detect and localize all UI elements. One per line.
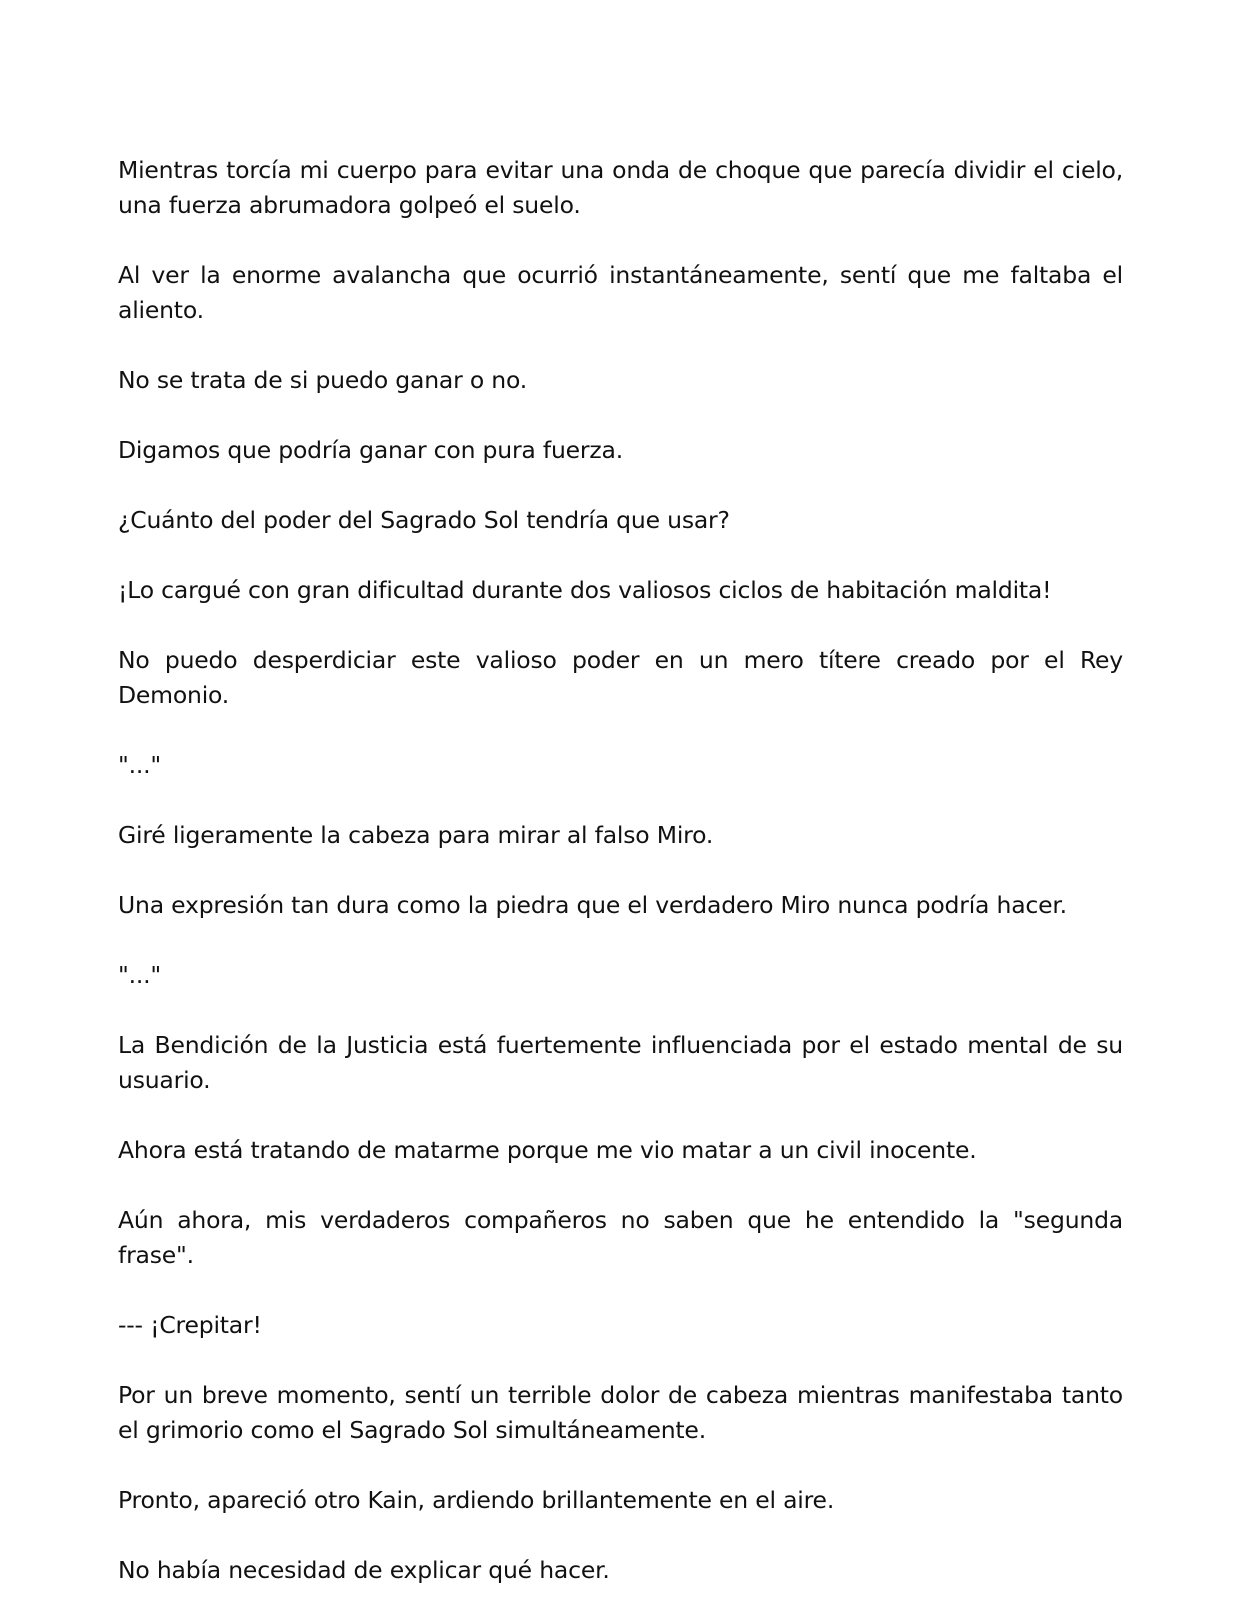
paragraph: "..." — [118, 751, 162, 779]
paragraph: Ahora está tratando de matarme porque me vio matar a un civil inocente. — [118, 1136, 977, 1164]
paragraph: ¿Cuánto del poder del Sagrado Sol tendría que usar? — [118, 506, 730, 534]
paragraph: No puedo desperdiciar este valioso poder en un mero títere creado por el Rey Demonio. — [118, 646, 1123, 709]
paragraph: No había necesidad de explicar qué hacer. — [118, 1556, 610, 1584]
paragraph: Al ver la enorme avalancha que ocurrió instantáneamente, sentí que me faltaba el aliento. — [118, 261, 1123, 324]
paragraph: Mientras torcía mi cuerpo para evitar una onda de choque que parecía dividir el cielo, una fuerza abrumadora golpeó el suelo. — [118, 156, 1123, 219]
paragraph: Pronto, apareció otro Kain, ardiendo brillantemente en el aire. — [118, 1486, 835, 1514]
paragraph: Digamos que podría ganar con pura fuerza. — [118, 436, 623, 464]
paragraph: La Bendición de la Justicia está fuertemente influenciada por el estado mental de su usuario. — [118, 1031, 1123, 1094]
paragraph: Una expresión tan dura como la piedra que el verdadero Miro nunca podría hacer. — [118, 891, 1067, 919]
paragraph: No se trata de si puedo ganar o no. — [118, 366, 528, 394]
paragraph: "..." — [118, 961, 162, 989]
document-body — [118, 153, 1123, 1620]
paragraph: Aún ahora, mis verdaderos compañeros no saben que he entendido la "segunda frase". — [118, 1206, 1123, 1269]
paragraph: Por un breve momento, sentí un terrible dolor de cabeza mientras manifestaba tanto el grimorio como el Sagrado Sol simultáneamente. — [118, 1381, 1123, 1444]
paragraph: Giré ligeramente la cabeza para mirar al falso Miro. — [118, 821, 714, 849]
paragraph: ¡Lo cargué con gran dificultad durante dos valiosos ciclos de habitación maldita! — [118, 576, 1052, 604]
paragraph: --- ¡Crepitar! — [118, 1311, 262, 1339]
